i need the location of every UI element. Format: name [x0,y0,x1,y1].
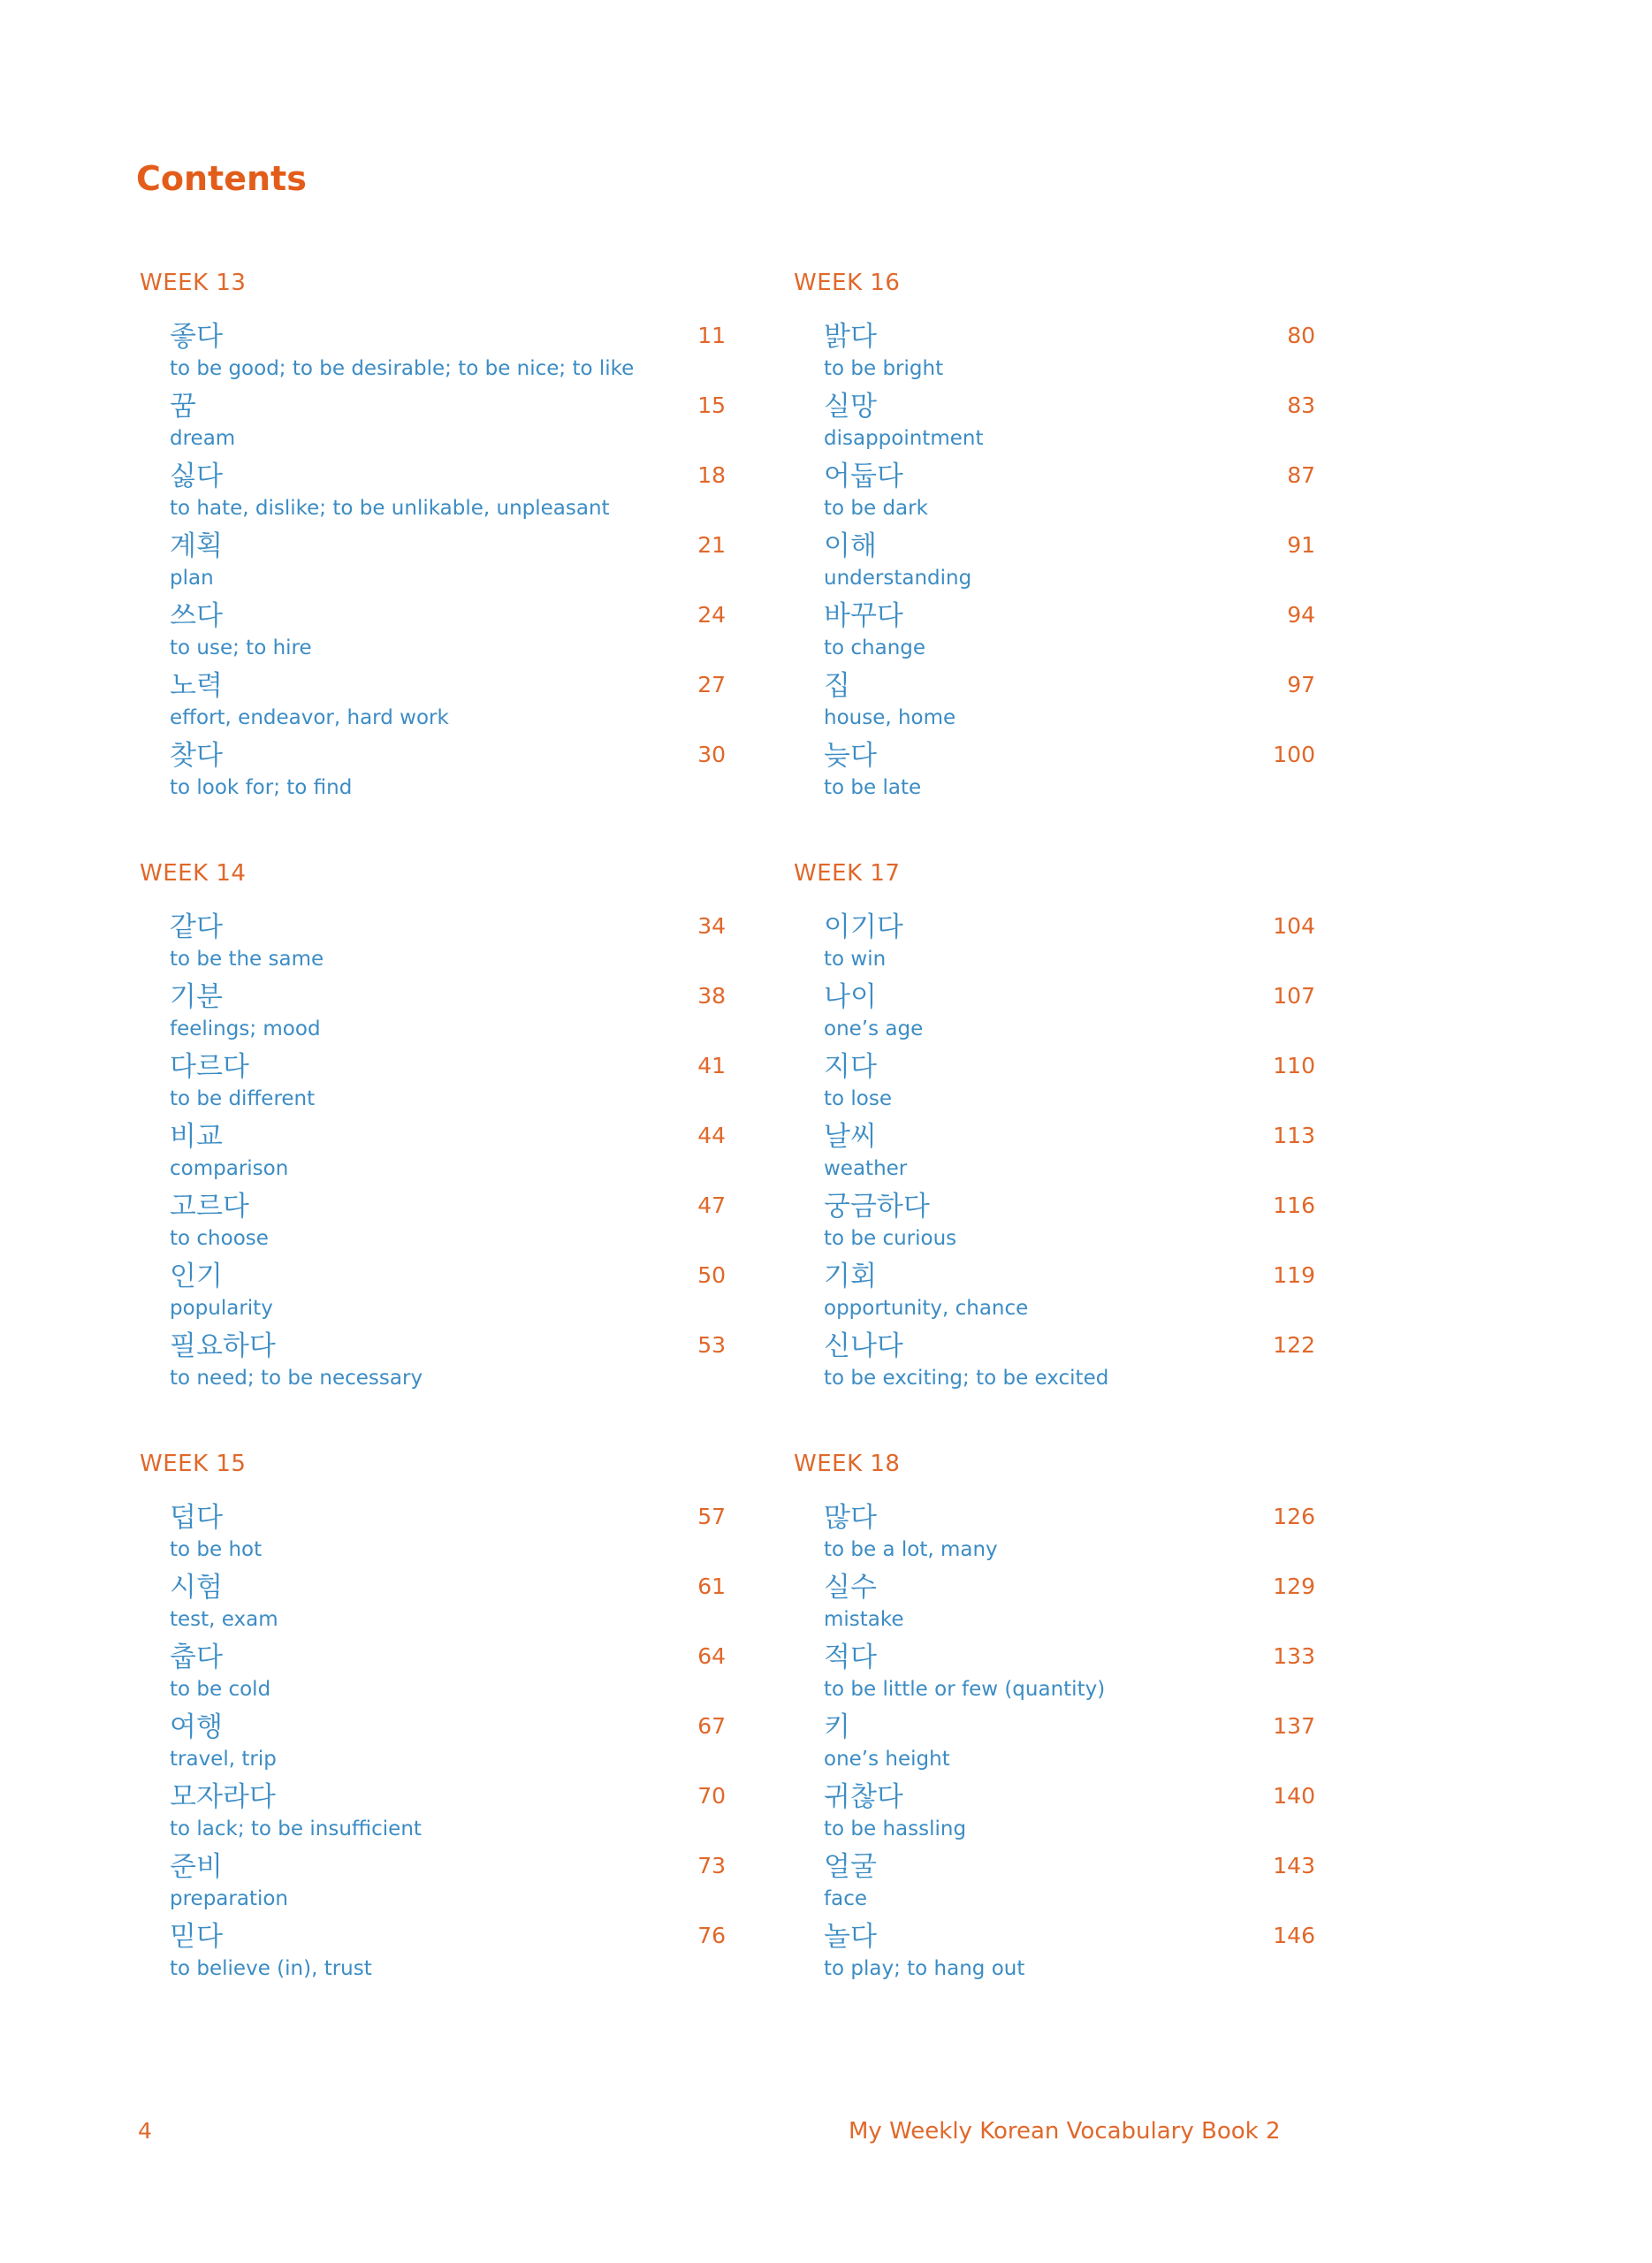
korean-word: 싫다 [170,461,223,492]
page-number: 146 [1273,1923,1315,1948]
korean-word: 궁금하다 [824,1191,930,1223]
toc-entry[interactable] [140,390,726,460]
page-number: 83 [1287,392,1315,418]
page-number: 47 [697,1192,726,1218]
page-number: 57 [697,1504,726,1529]
page-number: 44 [697,1123,726,1148]
english-meaning: test, exam [170,1608,278,1631]
korean-word: 집 [824,670,850,702]
korean-word: 귀찮다 [824,1781,903,1813]
toc-entry[interactable] [140,911,726,980]
toc-entry[interactable] [140,1780,726,1850]
page-number: 140 [1273,1783,1315,1809]
english-meaning: opportunity, chance [824,1297,1029,1320]
week-heading: WEEK 13 [140,270,247,296]
english-meaning: to look for; to find [170,776,353,799]
week-heading: WEEK 16 [794,270,901,296]
toc-entry[interactable] [794,980,1315,1050]
page-number: 61 [697,1573,726,1599]
page-number: 113 [1273,1123,1315,1148]
toc-entry[interactable] [794,530,1315,599]
week-section [794,265,1315,809]
korean-word: 날씨 [824,1121,877,1153]
english-meaning: comparison [170,1157,289,1180]
korean-word: 이해 [824,530,877,562]
toc-entry[interactable] [140,1920,726,1990]
page-number: 87 [1287,462,1315,488]
korean-word: 믿다 [170,1921,223,1953]
korean-word: 기분 [170,981,223,1013]
toc-entry[interactable] [794,1571,1315,1641]
page-number: 97 [1287,672,1315,697]
page-number: 24 [697,602,726,628]
toc-entry[interactable] [794,320,1315,390]
english-meaning: to be different [170,1087,316,1110]
english-meaning: mistake [824,1608,904,1631]
toc-entry[interactable] [794,739,1315,809]
page-number: 27 [697,672,726,697]
page-number: 119 [1273,1262,1315,1288]
toc-entry[interactable] [140,1050,726,1120]
page-number: 76 [697,1923,726,1948]
week-section [140,265,726,809]
english-meaning: to need; to be necessary [170,1367,423,1390]
english-meaning: to play; to hang out [824,1957,1025,1980]
toc-entry[interactable] [140,460,726,530]
page-number: 110 [1273,1053,1315,1078]
english-meaning: to be hot [170,1538,263,1561]
page-number: 21 [697,532,726,558]
english-meaning: to be little or few (quantity) [824,1678,1106,1701]
toc-entry[interactable] [794,599,1315,669]
page-number: 91 [1287,532,1315,558]
week-heading: WEEK 17 [794,860,901,887]
page-number: 34 [697,913,726,939]
toc-entry[interactable] [140,1330,726,1399]
korean-word: 실수 [824,1572,877,1604]
toc-entry[interactable] [794,1641,1315,1711]
english-meaning: plan [170,567,214,590]
english-meaning: to be curious [824,1227,957,1250]
toc-entry[interactable] [794,1501,1315,1571]
english-meaning: feelings; mood [170,1017,321,1040]
toc-entry[interactable] [794,1050,1315,1120]
week-heading: WEEK 15 [140,1451,247,1477]
page-number: 70 [697,1783,726,1809]
english-meaning: dream [170,427,236,450]
page-number: 137 [1273,1713,1315,1739]
korean-word: 늦다 [824,740,877,772]
english-meaning: preparation [170,1887,289,1910]
korean-word: 신나다 [824,1330,903,1362]
toc-entry[interactable] [140,320,726,390]
korean-word: 인기 [170,1261,223,1292]
english-meaning: to be exciting; to be excited [824,1367,1109,1390]
english-meaning: to change [824,636,926,659]
page-number: 133 [1273,1643,1315,1669]
english-meaning: face [824,1887,867,1910]
toc-entry[interactable] [140,1190,726,1260]
page-number: 94 [1287,602,1315,628]
korean-word: 여행 [170,1711,223,1743]
week-heading: WEEK 18 [794,1451,901,1477]
english-meaning: house, home [824,706,956,729]
page-number: 116 [1273,1192,1315,1218]
page-number: 30 [697,742,726,767]
toc-entry[interactable] [794,390,1315,460]
english-meaning: travel, trip [170,1748,277,1771]
footer-book-title: My Weekly Korean Vocabulary Book 2 [849,2118,1281,2145]
korean-word: 다르다 [170,1051,249,1083]
korean-word: 얼굴 [824,1851,877,1883]
page-number: 15 [697,392,726,418]
week-section [140,856,726,1399]
week-section [794,1446,1315,1990]
page-number: 50 [697,1262,726,1288]
english-meaning: weather [824,1157,908,1180]
english-meaning: disappointment [824,427,984,450]
korean-word: 좋다 [170,321,223,353]
korean-word: 놀다 [824,1921,877,1953]
page-number: 80 [1287,323,1315,348]
english-meaning: to lose [824,1087,892,1110]
english-meaning: popularity [170,1297,273,1320]
footer-page-number: 4 [138,2118,152,2144]
english-meaning: to be dark [824,497,928,520]
english-meaning: one’s height [824,1748,950,1771]
korean-word: 기회 [824,1261,877,1292]
toc-entry[interactable] [794,1190,1315,1260]
korean-word: 실망 [824,391,877,423]
korean-word: 덥다 [170,1502,223,1534]
english-meaning: one’s age [824,1017,924,1040]
korean-word: 이기다 [824,911,903,943]
english-meaning: effort, endeavor, hard work [170,706,449,729]
english-meaning: to be cold [170,1678,271,1701]
korean-word: 춥다 [170,1642,223,1673]
korean-word: 나이 [824,981,877,1013]
page-number: 143 [1273,1853,1315,1878]
page-number: 67 [697,1713,726,1739]
english-meaning: to be late [824,776,922,799]
toc-entry[interactable] [140,980,726,1050]
toc-entry[interactable] [140,1120,726,1190]
toc-entry[interactable] [140,1711,726,1780]
toc-entry[interactable] [140,599,726,669]
page-number: 107 [1273,983,1315,1009]
korean-word: 같다 [170,911,223,943]
page-number: 73 [697,1853,726,1878]
toc-entry[interactable] [794,1330,1315,1399]
page-number: 41 [697,1053,726,1078]
toc-entry[interactable] [794,460,1315,530]
korean-word: 계획 [170,530,223,562]
toc-entry[interactable] [140,739,726,809]
english-meaning: to use; to hire [170,636,312,659]
english-meaning: to be hassling [824,1817,967,1840]
english-meaning: to be bright [824,357,944,380]
page-number: 18 [697,462,726,488]
korean-word: 비교 [170,1121,223,1153]
english-meaning: to be good; to be desirable; to be nice; to like [170,357,635,380]
toc-entry[interactable] [794,1260,1315,1330]
toc-entry[interactable] [140,1641,726,1711]
toc-entry[interactable] [794,1780,1315,1850]
korean-word: 모자라다 [170,1781,276,1813]
english-meaning: to choose [170,1227,269,1250]
korean-word: 바꾸다 [824,600,903,632]
korean-word: 노력 [170,670,223,702]
toc-entry[interactable] [140,1501,726,1571]
toc-entry[interactable] [794,1920,1315,1990]
page-number: 38 [697,983,726,1009]
week-section [140,1446,726,1990]
page-number: 100 [1273,742,1315,767]
korean-word: 준비 [170,1851,223,1883]
toc-entry[interactable] [140,669,726,739]
korean-word: 고르다 [170,1191,249,1223]
page-number: 53 [697,1332,726,1358]
korean-word: 찾다 [170,740,223,772]
toc-entry[interactable] [794,1120,1315,1190]
korean-word: 꿈 [170,391,196,423]
toc-entry[interactable] [794,1711,1315,1780]
page-number: 122 [1273,1332,1315,1358]
korean-word: 쓰다 [170,600,223,632]
page-title: Contents [136,159,307,198]
korean-word: 밝다 [824,321,877,353]
english-meaning: to be the same [170,948,324,971]
toc-entry[interactable] [140,1850,726,1920]
english-meaning: understanding [824,567,972,590]
korean-word: 키 [824,1711,850,1743]
toc-entry[interactable] [794,911,1315,980]
english-meaning: to hate, dislike; to be unlikable, unpleasant [170,497,610,520]
korean-word: 지다 [824,1051,877,1083]
english-meaning: to win [824,948,887,971]
toc-entry[interactable] [140,530,726,599]
korean-word: 많다 [824,1502,877,1534]
page-number: 126 [1273,1504,1315,1529]
english-meaning: to be a lot, many [824,1538,998,1561]
toc-entry[interactable] [140,1260,726,1330]
korean-word: 시험 [170,1572,223,1604]
page-number: 64 [697,1643,726,1669]
korean-word: 어둡다 [824,461,903,492]
korean-word: 적다 [824,1642,877,1673]
page-number: 11 [697,323,726,348]
english-meaning: to believe (in), trust [170,1957,372,1980]
korean-word: 필요하다 [170,1330,276,1362]
page-number: 104 [1273,913,1315,939]
english-meaning: to lack; to be insufficient [170,1817,422,1840]
toc-entry[interactable] [794,1850,1315,1920]
week-heading: WEEK 14 [140,860,247,887]
page-number: 129 [1273,1573,1315,1599]
toc-entry[interactable] [140,1571,726,1641]
toc-entry[interactable] [794,669,1315,739]
week-section [794,856,1315,1399]
